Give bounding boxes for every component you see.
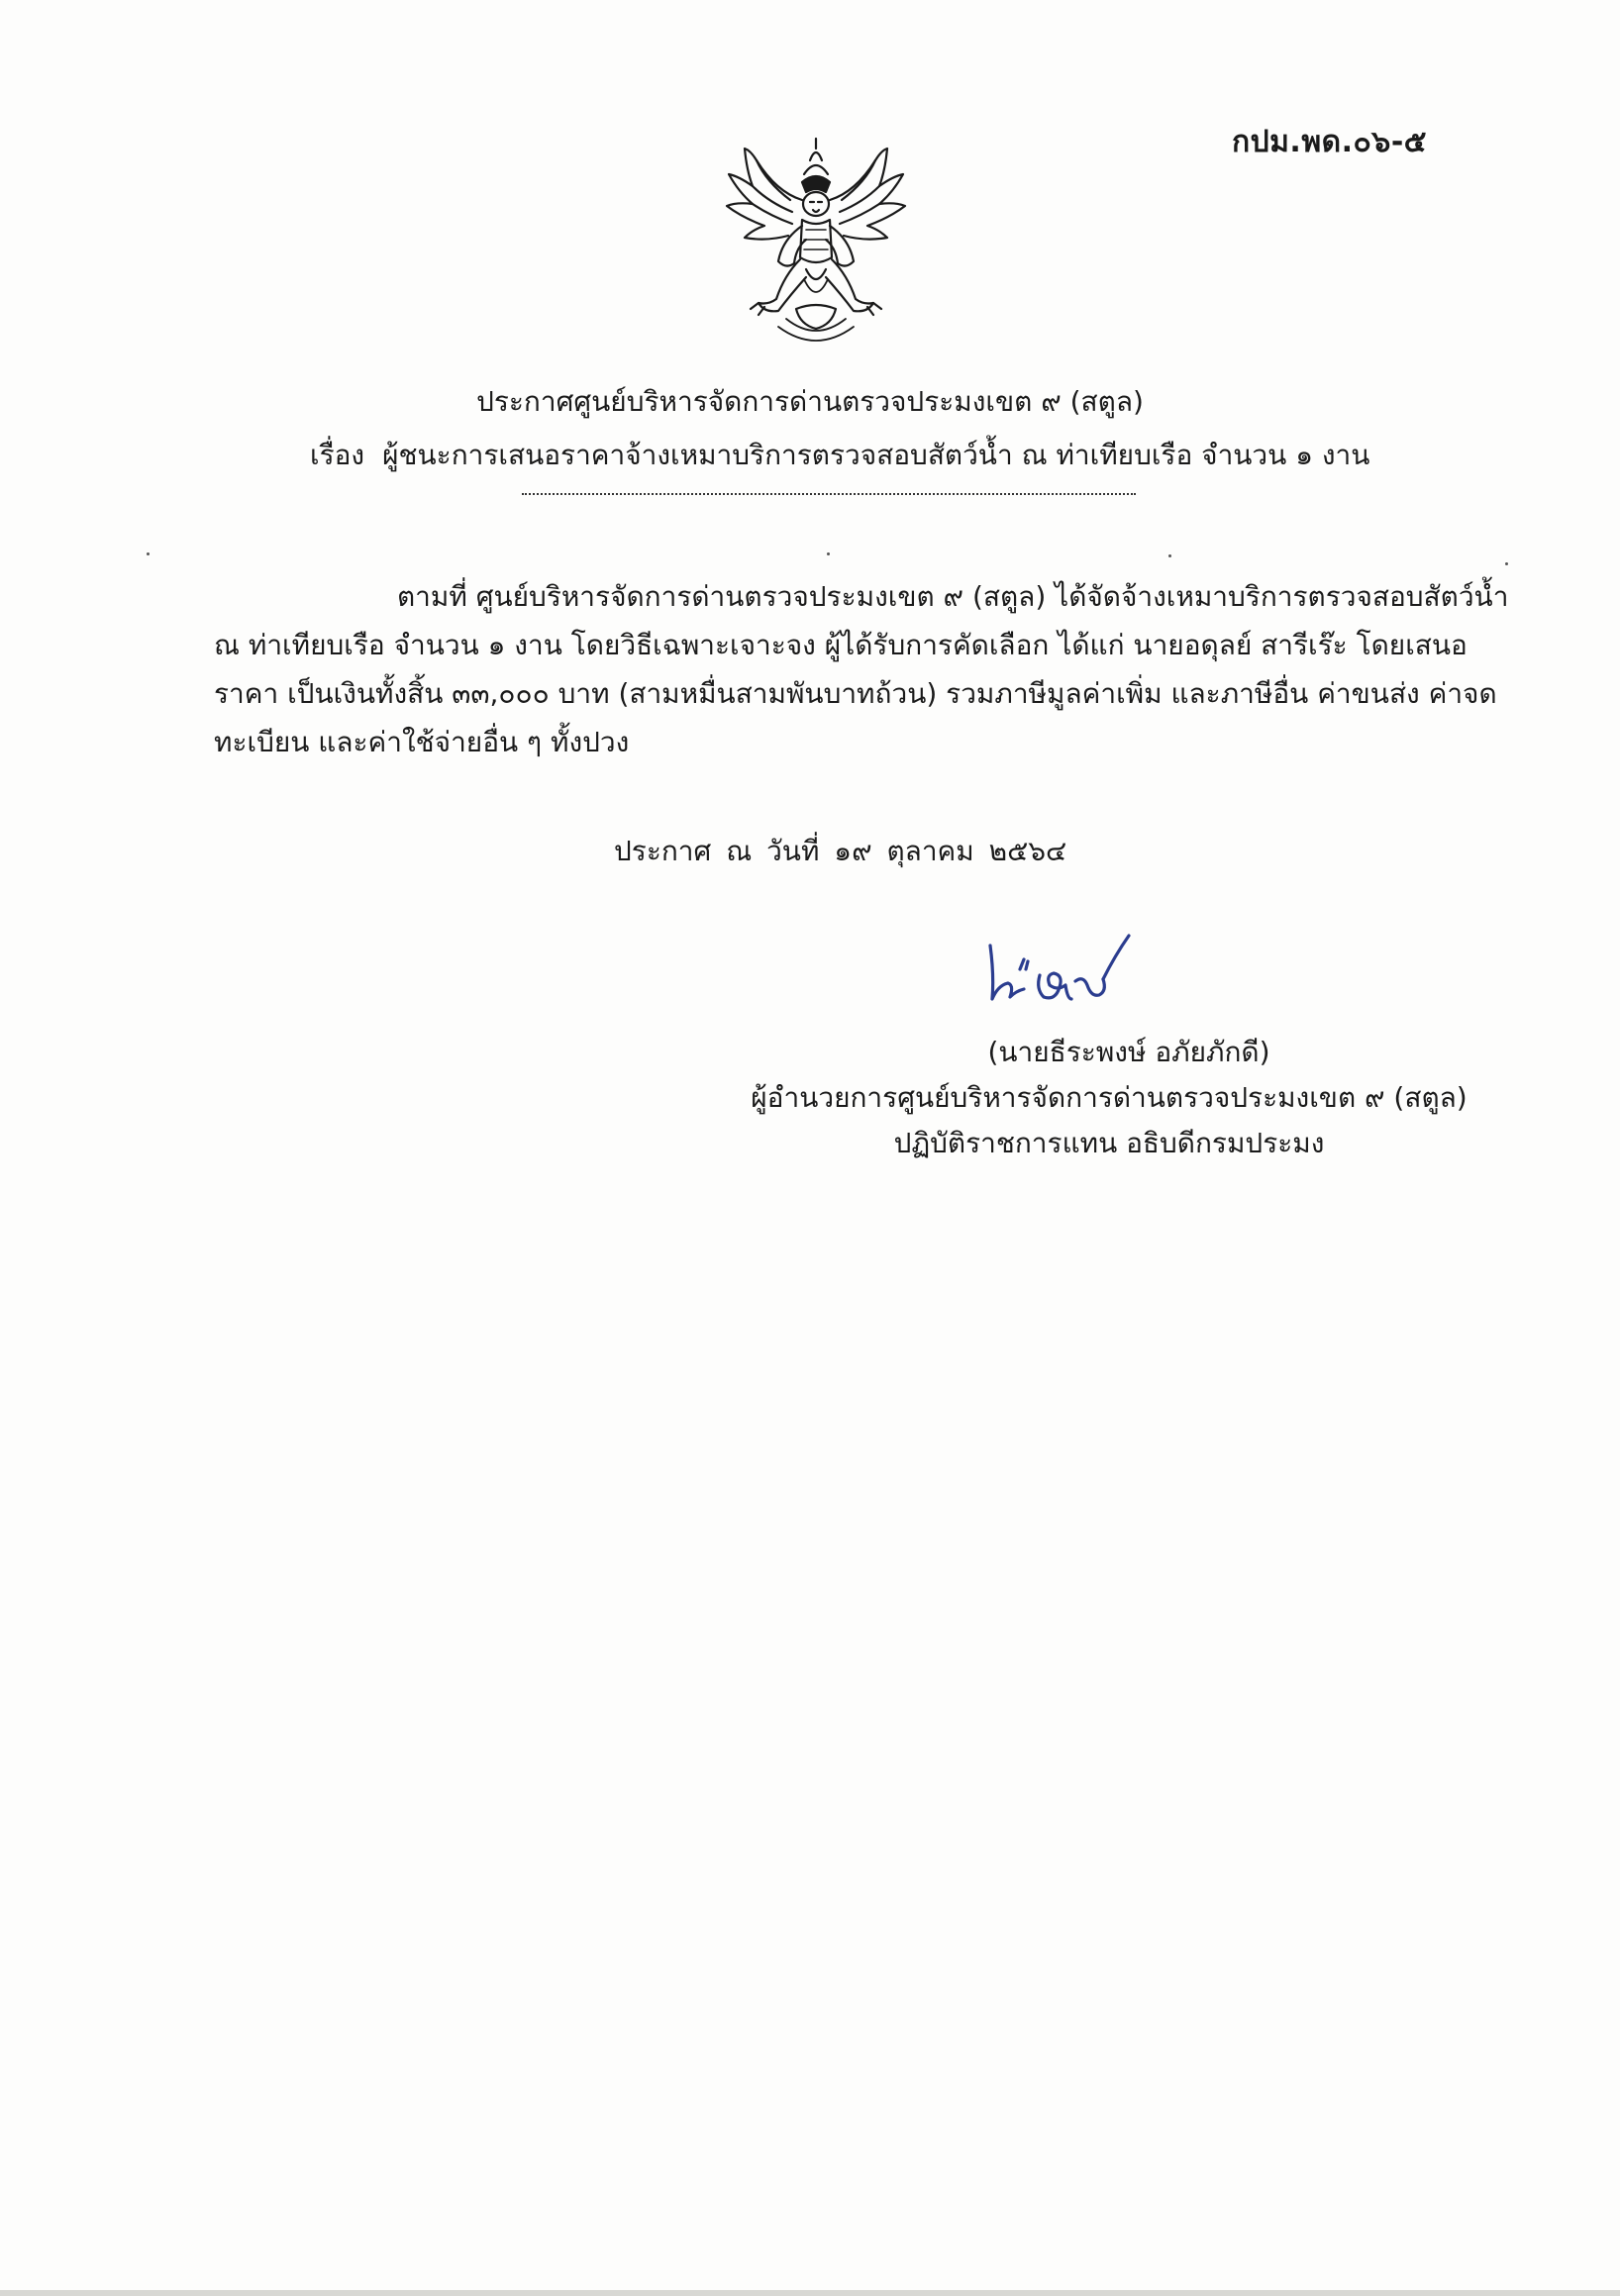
announcement-subject	[310, 434, 1399, 477]
scan-speck	[147, 552, 150, 555]
handwritten-signature	[980, 926, 1159, 1015]
announcement-title: ประกาศศูนย์บริหารจัดการด่านตรวจประมงเขต ๙ (สตูล)	[476, 385, 1144, 418]
subject-text: ผู้ชนะการเสนอราคาจ้างเหมาบริการตรวจสอบสัตว์น้ำ ณ ท่าเทียบเรือ จำนวน ๑ งาน	[382, 439, 1370, 471]
signer-position: ผู้อำนวยการศูนย์บริหารจัดการด่านตรวจประมงเขต ๙ (สตูล)	[751, 1081, 1468, 1114]
announcement-date: ประกาศ ณ วันที่ ๑๙ ตุลาคม ๒๕๖๔	[614, 835, 1067, 867]
announcement-body	[214, 572, 1509, 766]
document-code: กปม.พด.๐๖-๕	[1231, 125, 1427, 159]
scan-speck	[1505, 562, 1508, 565]
body-line: ตามที่ ศูนย์บริหารจัดการด่านตรวจประมงเขต ๙ (สตูล) ได้จัดจ้างเหมาบริการตรวจสอบสัตว์น้ำ	[397, 580, 1509, 613]
body-line: ทะเบียน และค่าใช้จ่ายอื่น ๆ ทั้งปวง	[214, 726, 630, 758]
scan-edge	[0, 2290, 1620, 2296]
dotted-separator	[522, 493, 1136, 495]
body-line: ราคา เป็นเงินทั้งสิ้น ๓๓,๐๐๐ บาท (สามหมื่นสามพันบาทถ้วน) รวมภาษีมูลค่าเพิ่ม และภาษีอื่น ค่าขนส่ง ค่าจด	[214, 677, 1497, 710]
signer-name: (นายธีระพงษ์ อภัยภักดี)	[987, 1036, 1270, 1068]
scan-speck	[1168, 554, 1171, 557]
signer-acting: ปฏิบัติราชการแทน อธิบดีกรมประมง	[893, 1127, 1325, 1159]
body-line: ณ ท่าเทียบเรือ จำนวน ๑ งาน โดยวิธีเฉพาะเจาะจง ผู้ได้รับการคัดเลือก ได้แก่ นายอดุลย์ สารีเร๊ะ โดยเสนอ	[214, 629, 1468, 661]
garuda-emblem	[717, 131, 915, 356]
subject-label: เรื่อง	[310, 439, 365, 471]
scan-speck	[827, 552, 830, 555]
signature-block	[733, 1030, 1485, 1166]
